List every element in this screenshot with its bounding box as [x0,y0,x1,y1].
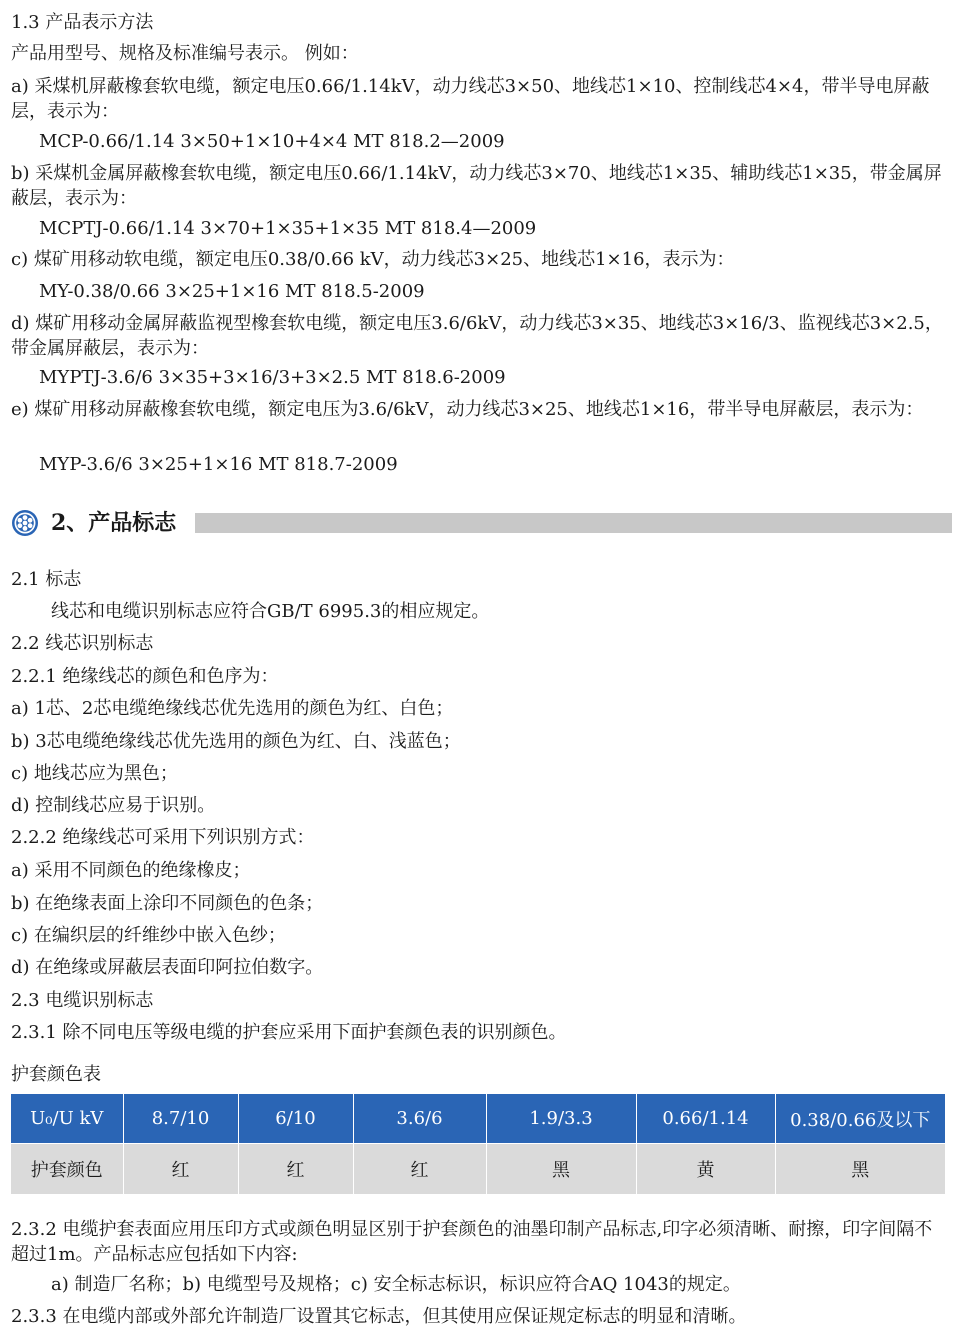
item-2-2-1-b: b) 3芯电缆绝缘线芯优先选用的颜色为红、白、浅蓝色； [11,731,461,752]
items-2-3-2: a) 制造厂名称；b) 电缆型号及规格；c) 安全标志标识，标识应符合AQ 1043的规定。 [51,1274,741,1295]
item-2-2-2-b: b) 在绝缘表面上涂印不同颜色的色条； [11,893,324,914]
heading-2-3: 2.3 电缆识别标志 [11,990,154,1011]
item-2-2-1-c: c) 地线芯应为黑色； [11,763,178,784]
jacket-color-table [11,1094,945,1194]
heading-2-2-2: 2.2.2 绝缘线芯可采用下列识别方式： [11,827,315,848]
table-header-row [11,1094,945,1144]
cable-cross-section-icon [11,509,39,537]
table-header-cell: 1.9/3.3 [486,1094,636,1144]
heading-2-2: 2.2 线芯识别标志 [11,633,154,654]
example-c-text: c) 煤矿用移动软电缆，额定电压0.38/0.66 kV，动力线芯3×25、地线芯1×16，表示为： [11,249,735,270]
table-header-cell: 0.66/1.14 [636,1094,775,1144]
example-b-text: b) 采煤机金属屏蔽橡套软电缆，额定电压0.66/1.14kV，动力线芯3×70、地线芯1×35、辅助线芯1×35，带金属屏蔽层，表示为： [11,163,942,209]
table-cell: 黑 [486,1144,636,1195]
text-2-1: 线芯和电缆识别标志应符合GB/T 6995.3的相应规定。 [51,601,490,622]
table-row [11,1144,945,1195]
table-cell: 黄 [636,1144,775,1195]
table-header-cell: 0.38/0.66及以下 [775,1094,945,1144]
example-c-code: MY-0.38/0.66 3×25+1×16 MT 818.5-2009 [39,281,425,302]
text-2-3-2: 2.3.2 电缆护套表面应用压印方式或颜色明显区别于护套颜色的油墨印制产品标志,印字必须清晰、耐擦，印字间隔不超过1m。产品标志应包括如下内容: [11,1219,933,1265]
text-2-3-3: 2.3.3 在电缆内部或外部允许制造厂设置其它标志，但其使用应保证规定标志的明显和清晰。 [11,1306,747,1327]
item-2-2-2-c: c) 在编织层的纤维纱中嵌入色纱； [11,925,286,946]
item-2-2-2-a: a) 采用不同颜色的绝缘橡皮； [11,860,251,881]
table-cell: 红 [123,1144,238,1195]
text-2-3-1: 2.3.1 除不同电压等级电缆的护套应采用下面护套颜色表的识别颜色。 [11,1022,567,1043]
heading-2-1: 2.1 标志 [11,569,82,590]
item-2-2-2-d: d) 在绝缘或屏蔽层表面印阿拉伯数字。 [11,957,324,978]
item-2-2-1-d: d) 控制线芯应易于识别。 [11,795,216,816]
table-cell: 黑 [775,1144,945,1195]
intro-text: 产品用型号、规格及标准编号表示。 例如： [11,43,359,64]
table-cell: 护套颜色 [11,1144,123,1195]
example-a-code: MCP-0.66/1.14 3×50+1×10+4×4 MT 818.2—2009 [39,131,505,152]
section-2-header [9,506,953,540]
heading-1-3: 1.3 产品表示方法 [11,12,154,33]
example-d-text: d) 煤矿用移动金属屏蔽监视型橡套软电缆，额定电压3.6/6kV，动力线芯3×35、地线芯3×16/3、监视线芯3×2.5，带金属屏蔽层，表示为： [11,313,943,359]
table-header-cell: 6/10 [238,1094,353,1144]
table-header-cell: 3.6/6 [353,1094,486,1144]
table-header-cell: U₀/U kV [11,1094,123,1144]
table-cell: 红 [353,1144,486,1195]
example-a-text: a) 采煤机屏蔽橡套软电缆，额定电压0.66/1.14kV，动力线芯3×50、地线芯1×10、控制线芯4×4，带半导电屏蔽层，表示为： [11,76,930,122]
table-header-cell: 8.7/10 [123,1094,238,1144]
item-2-2-1-a: a) 1芯、2芯电缆绝缘线芯优先选用的颜色为红、白色； [11,698,454,719]
example-e-code: MYP-3.6/6 3×25+1×16 MT 818.7-2009 [39,454,398,475]
example-e-text: e) 煤矿用移动屏蔽橡套软电缆，额定电压为3.6/6kV，动力线芯3×25、地线芯1×16，带半导电屏蔽层，表示为： [11,399,924,420]
section-2-title: 2、产品标志 [51,510,177,536]
table-caption: 护套颜色表 [11,1064,101,1085]
table-cell: 红 [238,1144,353,1195]
heading-2-2-1: 2.2.1 绝缘线芯的颜色和色序为： [11,666,279,687]
example-b-code: MCPTJ-0.66/1.14 3×70+1×35+1×35 MT 818.4—2009 [39,218,537,239]
example-d-code: MYPTJ-3.6/6 3×35+3×16/3+3×2.5 MT 818.6-2009 [39,367,506,388]
section-divider-bar [195,513,952,533]
